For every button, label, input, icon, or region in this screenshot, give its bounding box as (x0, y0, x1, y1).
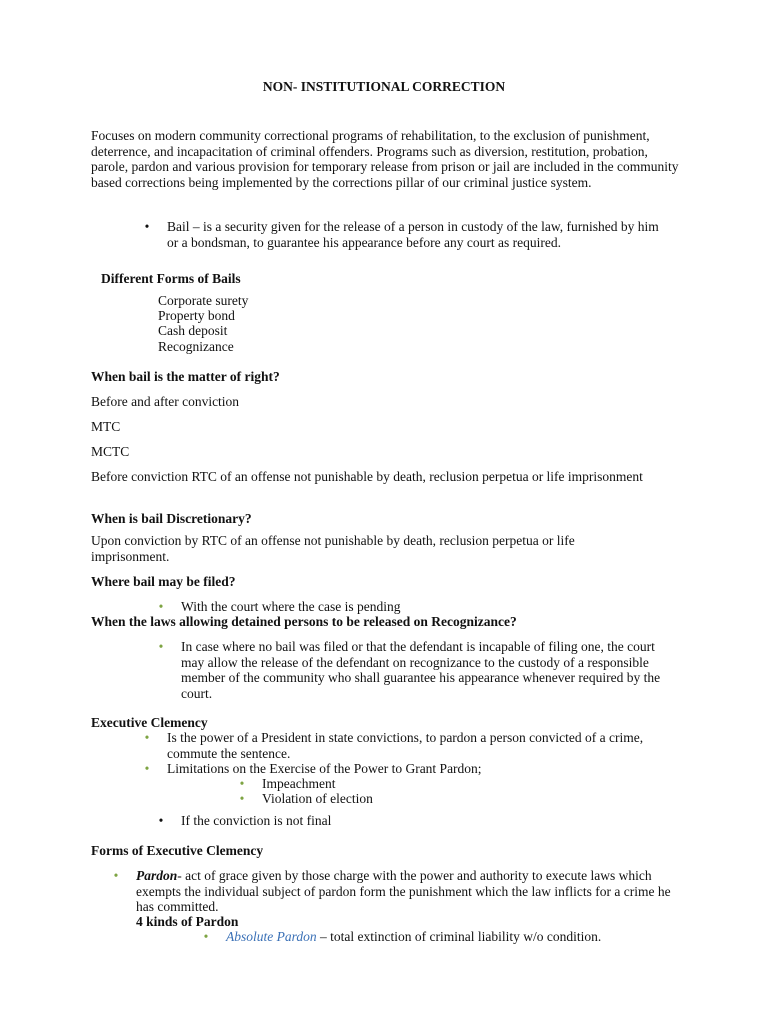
bail-form-item: Property bond (158, 308, 235, 323)
bail-right-heading: When bail is the matter of right? (91, 369, 280, 384)
bullet-icon: • (144, 761, 150, 776)
pardon-def: - act of grace given by those charge with the power and authority to execute laws which exempts the individual subject of pardon form the punishment which the law inflicts for a crime he has committed. (136, 868, 671, 914)
recognizance-heading: When the laws allowing detained persons to be released on Recognizance? (91, 614, 517, 629)
bullet-icon: • (158, 599, 164, 614)
pardon-definition (136, 868, 676, 915)
absolute-pardon-term: Absolute Pardon (226, 929, 317, 944)
filed-item: With the court where the case is pending (181, 599, 401, 614)
forms-of-bail-heading: Different Forms of Bails (101, 271, 241, 286)
bullet-icon: • (144, 730, 150, 745)
bail-form-item: Recognizance (158, 339, 234, 354)
exec-item: Is the power of a President in state convictions, to pardon a person convicted of a crime, commute the sentence. (167, 730, 644, 761)
bail-right-line: MTC (91, 419, 121, 434)
bullet-icon: • (113, 868, 119, 883)
pardon-term: Pardon (136, 868, 178, 883)
bullet-icon: • (144, 219, 150, 234)
bullet-icon: • (158, 813, 164, 828)
limitation-item: Impeachment (262, 776, 336, 791)
filed-heading: Where bail may be filed? (91, 574, 236, 589)
discretionary-heading: When is bail Discretionary? (91, 511, 252, 526)
bullet-icon: • (158, 639, 164, 654)
bullet-icon: • (203, 929, 209, 944)
executive-clemency-heading: Executive Clemency (91, 715, 208, 730)
absolute-pardon-def: – total extinction of criminal liability w/o condition. (316, 929, 602, 944)
recognizance-item: In case where no bail was filed or that the defendant is incapable of filing one, the court may allow the release of the defendant on recognizance to the custody of a responsible member of the community who shall guarantee his appearance whenever required by the court. (181, 639, 661, 701)
not-final-item: If the conviction is not final (181, 813, 332, 828)
bail-right-line: MCTC (91, 444, 130, 459)
bullet-icon: • (239, 776, 245, 791)
discretionary-text: Upon conviction by RTC of an offense not punishable by death, reclusion perpetua or life imprisonment. (91, 533, 575, 564)
bail-form-item: Corporate surety (158, 293, 249, 308)
bail-definition: Bail – is a security given for the release of a person in custody of the law, furnished by him or a bondsman, to guarantee his appearance before any court as required. (167, 219, 659, 250)
forms-exec-clemency-heading: Forms of Executive Clemency (91, 843, 264, 858)
bail-form-item: Cash deposit (158, 323, 228, 338)
intro-paragraph: Focuses on modern community correctional programs of rehabilitation, to the exclusion of punishment, deterrence, and incapacitation of criminal offenders. Programs such as diversion, restitution, probation, parole, pardon and various provision for temporary release from prison or jail are included in the community based corrections being implemented by the corrections pillar of our criminal justice system. (91, 128, 679, 190)
document-title: NON- INSTITUTIONAL CORRECTION (262, 79, 506, 94)
bail-right-rtc: Before conviction RTC of an offense not punishable by death, reclusion perpetua or life imprisonment (91, 469, 643, 484)
absolute-pardon-item (226, 929, 601, 945)
exec-item: Limitations on the Exercise of the Power to Grant Pardon; (167, 761, 482, 776)
bail-right-line: Before and after conviction (91, 394, 240, 409)
bullet-icon: • (239, 791, 245, 806)
limitation-item: Violation of election (262, 791, 373, 806)
kinds-of-pardon-heading: 4 kinds of Pardon (136, 914, 239, 929)
